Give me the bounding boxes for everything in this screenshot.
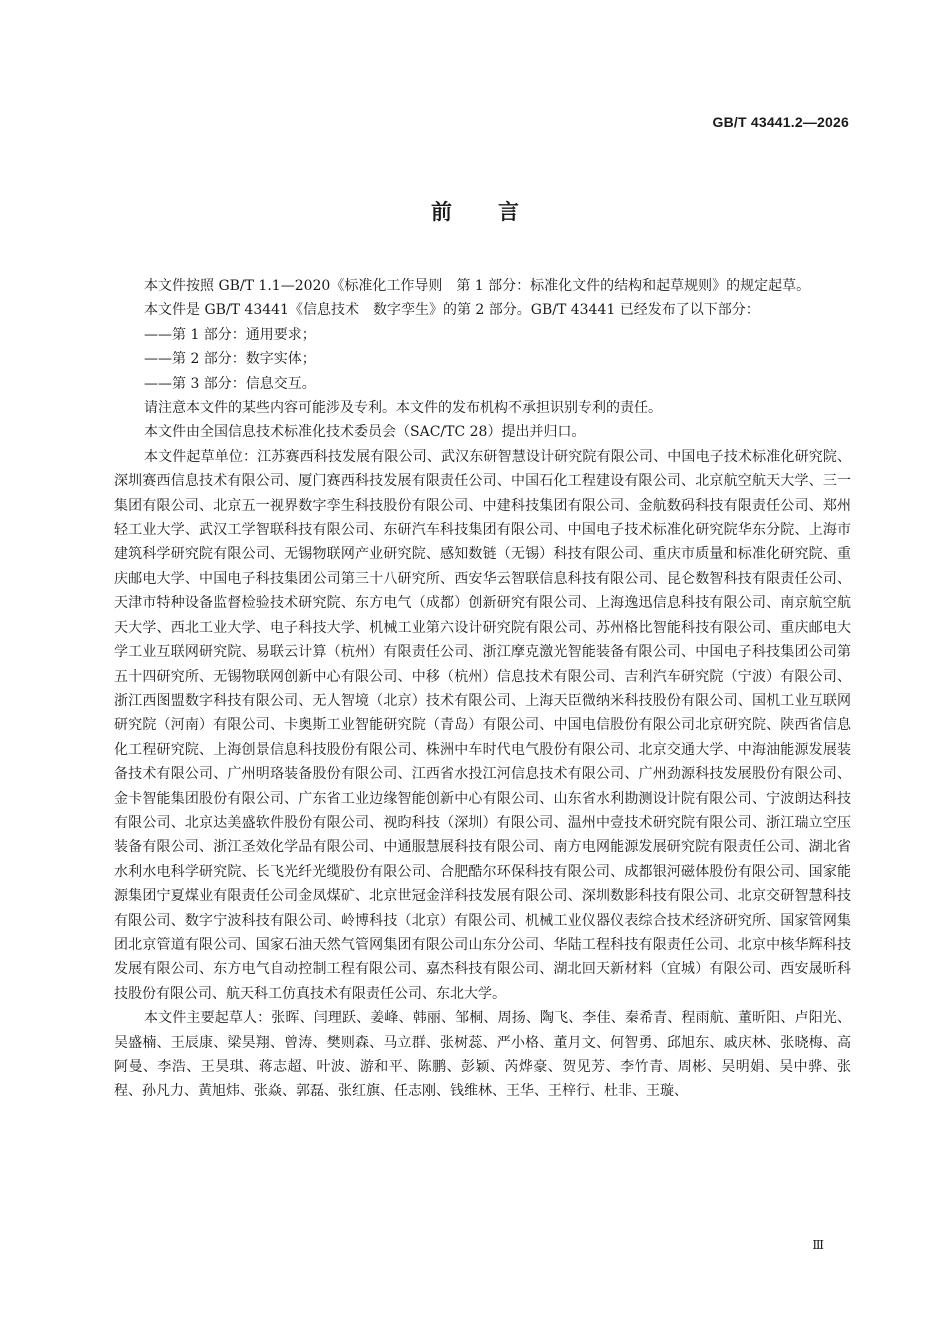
list-item: ——第 2 部分：数字实体； xyxy=(144,351,316,368)
list-item: ——第 1 部分：通用要求； xyxy=(144,326,316,343)
list-item: ——第 3 部分：信息交互。 xyxy=(144,375,316,392)
paragraph-proposer: 本文件由全国信息技术标准化技术委员会（SAC/TC 28）提出并归口。 xyxy=(144,424,586,441)
standard-code: GB/T 43441.2—2026 xyxy=(712,114,849,130)
page-number: Ⅲ xyxy=(812,1238,824,1252)
document-body xyxy=(114,274,851,1104)
paragraph-patent-notice: 请注意本文件的某些内容可能涉及专利。本文件的发布机构不承担识别专利的责任。 xyxy=(144,400,662,417)
paragraph-drafting-units: 本文件起草单位：江苏赛西科技发展有限公司、武汉东研智慧设计研究院有限公司、中国电子技术标准化研究院、深圳赛西信息技术有限公司、厦门赛西科技发展有限责任公司、中国石化工程建设有限公司、北京航空航天大学、三一集团有限公司、北京五一视界数字孪生科技股份有限公司、中建科技集团有限公司、金航数码科技有限责任公司、郑州轻工业大学、武汉工学智联科技有限公司、东研汽车科技集团有限公司、中国电子技术标准化研究院华东分院、上海市建筑科学研究院有限公司、无锡物联网产业研究院、感知数链（无锡）科技有限公司、重庆市质量和标准化研究院、重庆邮电大学、中国电子科技集团公司第三十八研究所、西安华云智联信息科技有限公司、昆仑数智科技有限责任公司、天津市特种设备监督检验技术研究院、东方电气（成都）创新研究有限公司、上海逸迅信息科技有限公司、南京航空航天大学、西北工业大学、电子科技大学、机械工业第六设计研究院有限公司、苏州格比智能科技有限公司、重庆邮电大学工业互联网研究院、易联云计算（杭州）有限责任公司、浙江摩克激光智能装备有限公司、中国电子科技集团公司第五十四研究所、无锡物联网创新中心有限公司、中移（杭州）信息技术有限公司、吉利汽车研究院（宁波）有限公司、浙江西图盟数字科技有限公司、无人智境（北京）技术有限公司、上海天臣微纳米科技股份有限公司、国机工业互联网研究院（河南）有限公司、卡奥斯工业智能研究院（青岛）有限公司、中国电信股份有限公司北京研究院、陕西省信息化工程研究院、上海创景信息科技股份有限公司、株洲中车时代电气股份有限公司、北京交通大学、中海油能源发展装备技术有限公司、广州明珞装备股份有限公司、江西省水投江河信息技术有限公司、广州劲源科技发展股份有限公司、金卡智能集团股份有限公司、广东省工业边缘智能创新中心有限公司、山东省水利勘测设计院有限公司、宁波朗达科技有限公司、北京达美盛软件股份有限公司、视昀科技（深圳）有限公司、温州中壹技术研究院有限公司、浙江瑞立空压装备有限公司、浙江圣效化学品有限公司、中通服慧展科技有限公司、南方电网能源发展研究院有限责任公司、湖北省水利水电科学研究院、长飞光纤光缆股份有限公司、合肥酷尔环保科技有限公司、成都银河磁体股份有限公司、国家能源集团宁夏煤业有限责任公司金凤煤矿、北京世冠金洋科技发展有限公司、深圳数影科技有限公司、北京交研智慧科技有限公司、数字宁波科技有限公司、岭博科技（北京）有限公司、机械工业仪器仪表综合技术经济研究所、国家管网集团北京管道有限公司、国家石油天然气管网集团有限公司山东分公司、华陆工程科技有限责任公司、北京中核华辉科技发展有限公司、东方电气自动控制工程有限公司、嘉杰科技有限公司、湖北回天新材料（宜城）有限公司、西安晟昕科技股份有限公司、航天科工仿真技术有限责任公司、东北大学。 xyxy=(114,448,851,1002)
paragraph-part-statement: 本文件是 GB/T 43441《信息技术 数字孪生》的第 2 部分。GB/T 43441 已经发布了以下部分： xyxy=(144,302,760,319)
page-title: 前言 xyxy=(431,200,565,224)
paragraph-drafting-rules: 本文件按照 GB/T 1.1—2020《标准化工作导则 第 1 部分：标准化文件的结构和起草规则》的规定起草。 xyxy=(144,278,811,294)
paragraph-drafters: 本文件主要起草人：张晖、闫理跃、姜峰、韩丽、邹桐、周扬、陶飞、李佳、秦希青、程雨航、董昕阳、卢阳光、吴盛楠、王辰康、梁昊翔、曾涛、樊则森、马立群、张树蕊、严小格、董月文、何智勇、邱旭东、戚庆林、张晓梅、高阿曼、李浩、王昊琪、蒋志超、叶波、游和平、陈鹏、彭颖、芮烨豪、贺见芳、李竹青、周彬、吴明娟、吴中骅、张程、孙凡力、黄旭炜、张焱、郭磊、张红旗、任志刚、钱维林、王华、王梓行、杜非、王璇、 xyxy=(114,1010,851,1100)
